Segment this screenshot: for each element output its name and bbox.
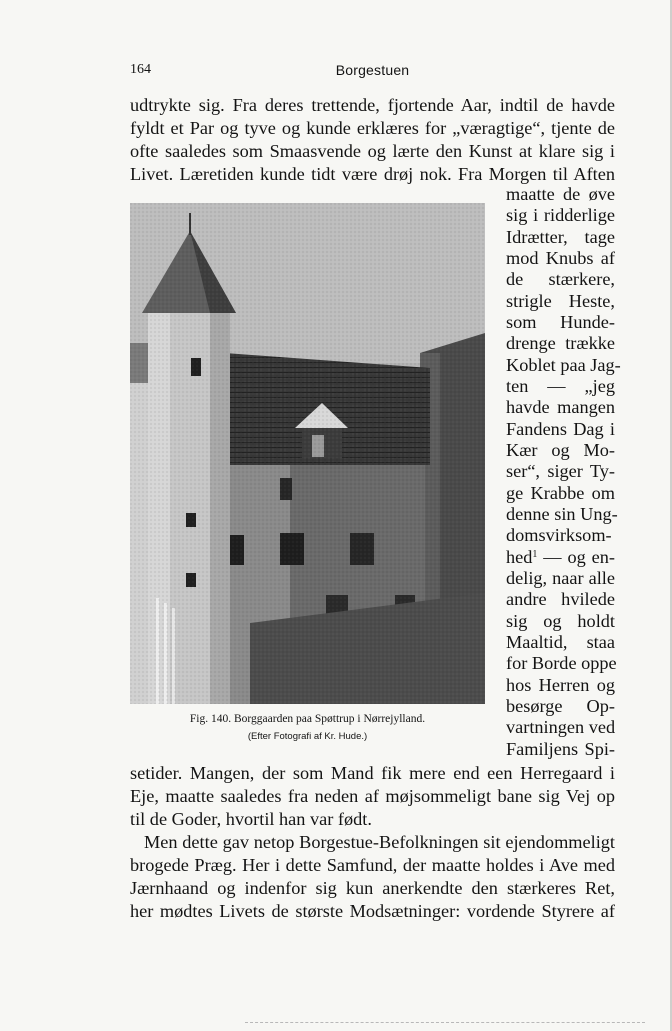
- body-line: Men dette gav netop Borgestue-Befolkningen sit ejendommeligt: [144, 832, 615, 852]
- body-line: havde mangen: [506, 397, 615, 417]
- body-line: ofte saaledes som Smaasvende og lærte den Kunst at klare sig i: [130, 141, 615, 161]
- body-text: hed: [506, 547, 533, 567]
- page-header: [130, 62, 615, 82]
- body-line: denne sin Ung-: [506, 504, 618, 524]
- castle-courtyard-photo: [130, 203, 485, 704]
- body-line: ser“, siger Ty-: [506, 461, 615, 481]
- body-line: Jærnhaand og indenfor sig kun anerkendte den stærkeres Ret,: [130, 878, 615, 898]
- body-line: ten — „jeg: [506, 376, 615, 396]
- body-line: brogede Præg. Her i dette Samfund, der maatte holdes i Ave med: [130, 855, 615, 875]
- body-line: Koblet paa Jag-: [506, 355, 621, 375]
- page-bottom-edge: [245, 1021, 645, 1023]
- photo-drawing: [130, 203, 485, 704]
- body-line: de stærkere,: [506, 269, 615, 289]
- body-line: for Borde oppe: [506, 653, 617, 673]
- body-line: Livet. Læretiden kunde tidt være drøj nok. Fra Morgen til Aften: [130, 164, 615, 184]
- body-line: fyldt et Par og tyve og kunde erklæres for „væragtige“, tjente de: [130, 118, 615, 138]
- body-line: strigle Heste,: [506, 291, 615, 311]
- body-line: her mødtes Livets de største Modsætninger: vordende Styrere af: [130, 901, 615, 921]
- running-title: Borgestuen: [335, 62, 410, 78]
- body-line: sig og holdt: [506, 611, 615, 631]
- body-line: hos Herren og: [506, 675, 615, 695]
- figure-credit: (Efter Fotografi af Kr. Hude.): [247, 731, 368, 742]
- body-line: setider. Mangen, der som Mand fik mere end een Herregaard i: [130, 763, 615, 783]
- body-line: sig i ridderlige: [506, 205, 615, 225]
- body-line: delig, naar alle: [506, 568, 615, 588]
- figure-caption: Fig. 140. Borggaarden paa Spøttrup i Nørrejylland.: [189, 713, 426, 725]
- body-line: vartningen ved: [506, 717, 616, 737]
- body-line: Fandens Dag i: [506, 419, 615, 439]
- body-line: domsvirksom-: [506, 525, 612, 545]
- body-line: Idrætter, tage: [506, 227, 615, 247]
- body-line-with-footnote: [506, 547, 615, 568]
- body-line: mod Knubs af: [506, 248, 615, 268]
- body-line: udtrykte sig. Fra deres trettende, fjortende Aar, indtil de havde: [130, 95, 615, 115]
- body-line: til de Goder, hvortil han var født.: [130, 809, 372, 829]
- body-line: Maaltid, staa: [506, 632, 615, 652]
- body-line: Kær og Mo-: [506, 440, 615, 460]
- body-line: andre hvilede: [506, 589, 615, 609]
- body-line: besørge Op-: [506, 696, 615, 716]
- body-line: maatte de øve: [506, 184, 615, 204]
- body-line: Eje, maatte saaledes fra neden af møjsommeligt bane sig Vej op: [130, 786, 615, 806]
- body-line: Familjens Spi-: [506, 739, 615, 759]
- page-number: 164: [130, 62, 151, 77]
- footnote-marker: 1: [532, 549, 538, 560]
- body-line: drenge trække: [506, 333, 615, 353]
- body-text: — og en-: [537, 547, 615, 567]
- body-line: ge Krabbe om: [506, 483, 615, 503]
- body-line: som Hunde-: [506, 312, 615, 332]
